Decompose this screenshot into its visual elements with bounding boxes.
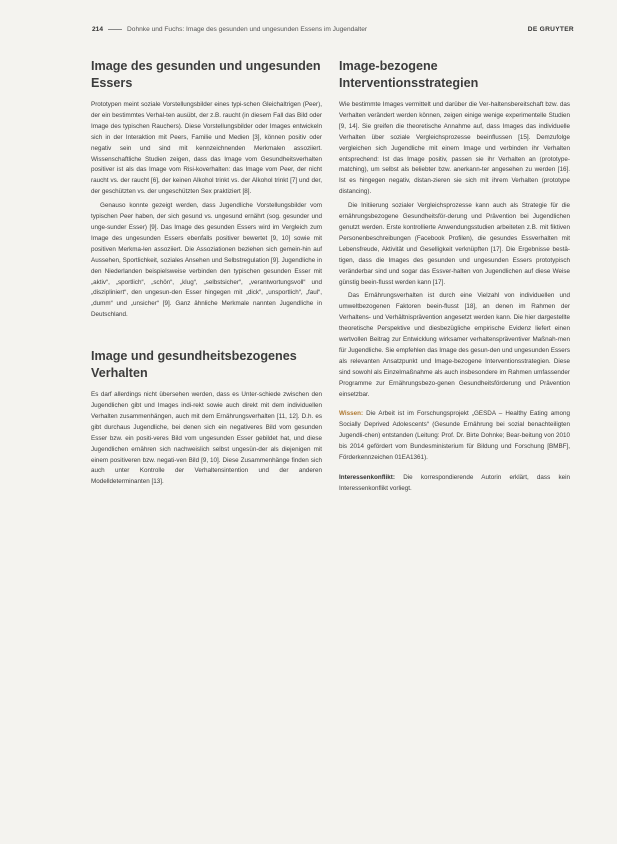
running-header bbox=[92, 26, 574, 38]
body-paragraph: Genauso konnte gezeigt werden, dass Jugendliche Vorstellungsbilder vom typischen Peer haben, der sich gesund vs. ungesund ernährt (sog. gesunder und unge-sunder Esser) [9]. Das Image des gesunden Essers wird im Vergleich zum Image des ungesunden Essers ebenfalls positiver bewertet [9, 10] sowie mit positiven Merkma-len assoziiert. Die Assoziationen beziehen sich gemein-hin auf Aussehen, Sportlichkeit, soziales Ansehen und Selbstregulation [9]. Jugendliche in den Niederlanden beispielsweise verbinden den typischen gesunden Esser mit „aktiv“, „sportlich“, „schön“, „klug“, „selbstsicher“, „verantwortungsvoll“ und „diszipliniert“, den ungesun-den Esser hingegen mit „dick“, „unsportlich“, „faul“, „dumm“ und „unsicher“ [9]. Ganz ähnliche Merkmale nannten Jugendliche in Deutschland. bbox=[91, 202, 322, 319]
section-heading-behavior: Image und gesundheitsbezogenes Verhalten bbox=[91, 349, 297, 381]
funding-text: Die Arbeit ist im Forschungsprojekt „GESDA – Healthy Eating among Socially Deprived Adolescents“ (Gesunde Ernährung bei sozial benachteiligten Jugendli-chen) entstanden (Leitung: Prof. Dr. Birte Dohnke; Bear-beitung von 2010 bis 2014 gefördert vom Bundesministerium für Bildung und Forschung [BMBF], Förderkennzeichen 01EA1361). bbox=[339, 410, 570, 462]
conflict-note bbox=[339, 473, 570, 495]
body-paragraph: Prototypen meint soziale Vorstellungsbilder eines typi-schen Gleichaltrigen (Peer), der ein bestimmtes Verhal-ten ausübt, der z.B. raucht (in diesem Fall das Bild oder Image des typischen Rauchers). Diese Vorstellungsbilder oder Images entwickeln sich in der Interaktion mit Peers, Familie und Medien [3], können positiv oder negativ sein und sind mit kennzeichnenden Merkmalen assoziiert. Wissenschaftliche Studien zeigen, dass das Image vom Gesundheitsverhalten positiver ist als das Image vom Risi-koverhalten: das Image vom Peer, der nicht raucht vs. der raucht [6], der keinen Alkohol trinkt vs. der Alkohol trinkt [7] und der, der geschützten vs. der ungeschützten Sex praktiziert [8]. bbox=[91, 101, 322, 196]
right-column bbox=[339, 58, 570, 498]
body-paragraph: Die Initiierung sozialer Vergleichsprozesse kann auch als Strategie für die ernährungsbezogene Gesundheitsför-derung und Prävention bei Jugendlichen genutzt werden. Erste kontrollierte Anwendungsstudien arbeiteten z.B. mit fiktiven Personenbeschreibungen (Facebook Profilen), die gesundes Essverhalten mit Lebensfreude, Aktivität und Geselligkeit verknüpften [17]. Die Ergebnisse bestä-tigen, dass die Images des gesunden und ungesunden Essers prototypisch veränderbar sind und sogar das Essver-halten von Jugendlichen auf diese Weise günstig beein-flusst werden kann [17]. bbox=[339, 202, 570, 286]
section-gap bbox=[91, 324, 322, 348]
left-column bbox=[91, 58, 322, 491]
header-dash bbox=[108, 29, 122, 30]
body-paragraph: Das Ernährungsverhalten ist durch eine Vielzahl von individuellen und umweltbezogenen Faktoren beein-flusst [18], an denen im Rahmen der Verhaltens- und Verhältnisprävention angesetzt werden kann. Die hier dargestellte theoretische Perspektive und diesbezügliche empirische Evidenz liefert einen wertvollen Beitrag zur Entwicklung wirksamer verhaltenspräventiver Maßnah-men für Jugendliche. Sie empfehlen das Image des gesun-den und ungesunden Essers als relevanten Ansatzpunkt und Image-bezogene Interventionsstrategien. Diese sind sowohl als Einzelmaßnahme als auch insbesondere im Rahmen umfassender Programme zur Ernährungsbezo-genen Gesundheitsförderung und Prävention einsetzbar. bbox=[339, 292, 570, 398]
funding-note bbox=[339, 409, 570, 464]
section-heading-image: Image des gesunden und ungesunden Essers bbox=[91, 59, 321, 90]
conflict-text: Die korrespondierende Autorin erklärt, dass kein Interessenkonflikt vorliegt. bbox=[339, 474, 570, 492]
section-heading-interventions: Image-bezogene Interventionsstrategien bbox=[339, 59, 479, 90]
publisher-name: DE GRUYTER bbox=[527, 26, 574, 33]
conflict-label: Interessenkonflikt: bbox=[339, 474, 395, 481]
body-paragraph: Es darf allerdings nicht übersehen werden, dass es Unter-schiede zwischen den Jugendlichen gibt und Images indi-rekt sowie auch direkt mit dem individuellen Verhalten zusammenhängen, auch mit dem Ernährungsverhalten [11, 12]. D.h. es gibt durchaus Jugendliche, bei denen sich ein negativeres Bild vom gesunden Esser bzw. ein positi-veres Bild vom ungesunden Esser gebildet hat, und diese Jugendlichen ernähren sich nachweislich selbst ungesün-der als diejenigen mit einem positiveren bzw. negati-ven Bild [9, 10]. Diese Zusammenhänge finden sich auch unter Kontrolle der Verhaltensintention und der anderen Modelldeterminanten [13]. bbox=[91, 391, 322, 486]
page-number: 214 bbox=[92, 26, 104, 33]
body-paragraph: Wie bestimmte Images vermittelt und darüber die Ver-haltensbereitschaft bzw. das Verhalten verändert werden können, zeigen einige wenige experimentelle Studien [9, 14]. Sie greifen die theoretische Annahme auf, dass Images das individuelle Verhalten über soziale Vergleichsprozesse beeinflussen [15]. Demzufolge vergleichen sich Jugendliche mit einem Image und verbinden ihr Verhalten entsprechend: Ist das Image positiv, passen sie ihr Verhalten an (prototype-matching), um selbst als beliebter bzw. anerkann-ter angesehen zu werden [16]. Ist es hingegen negativ, distan-zieren sie sich mit ihrem Verhalten (prototype distancing). bbox=[339, 101, 570, 196]
funding-label: Wissen: bbox=[339, 410, 364, 418]
running-title: Dohnke und Fuchs: Image des gesunden und ungesunden Essens im Jugendalter bbox=[127, 26, 368, 33]
